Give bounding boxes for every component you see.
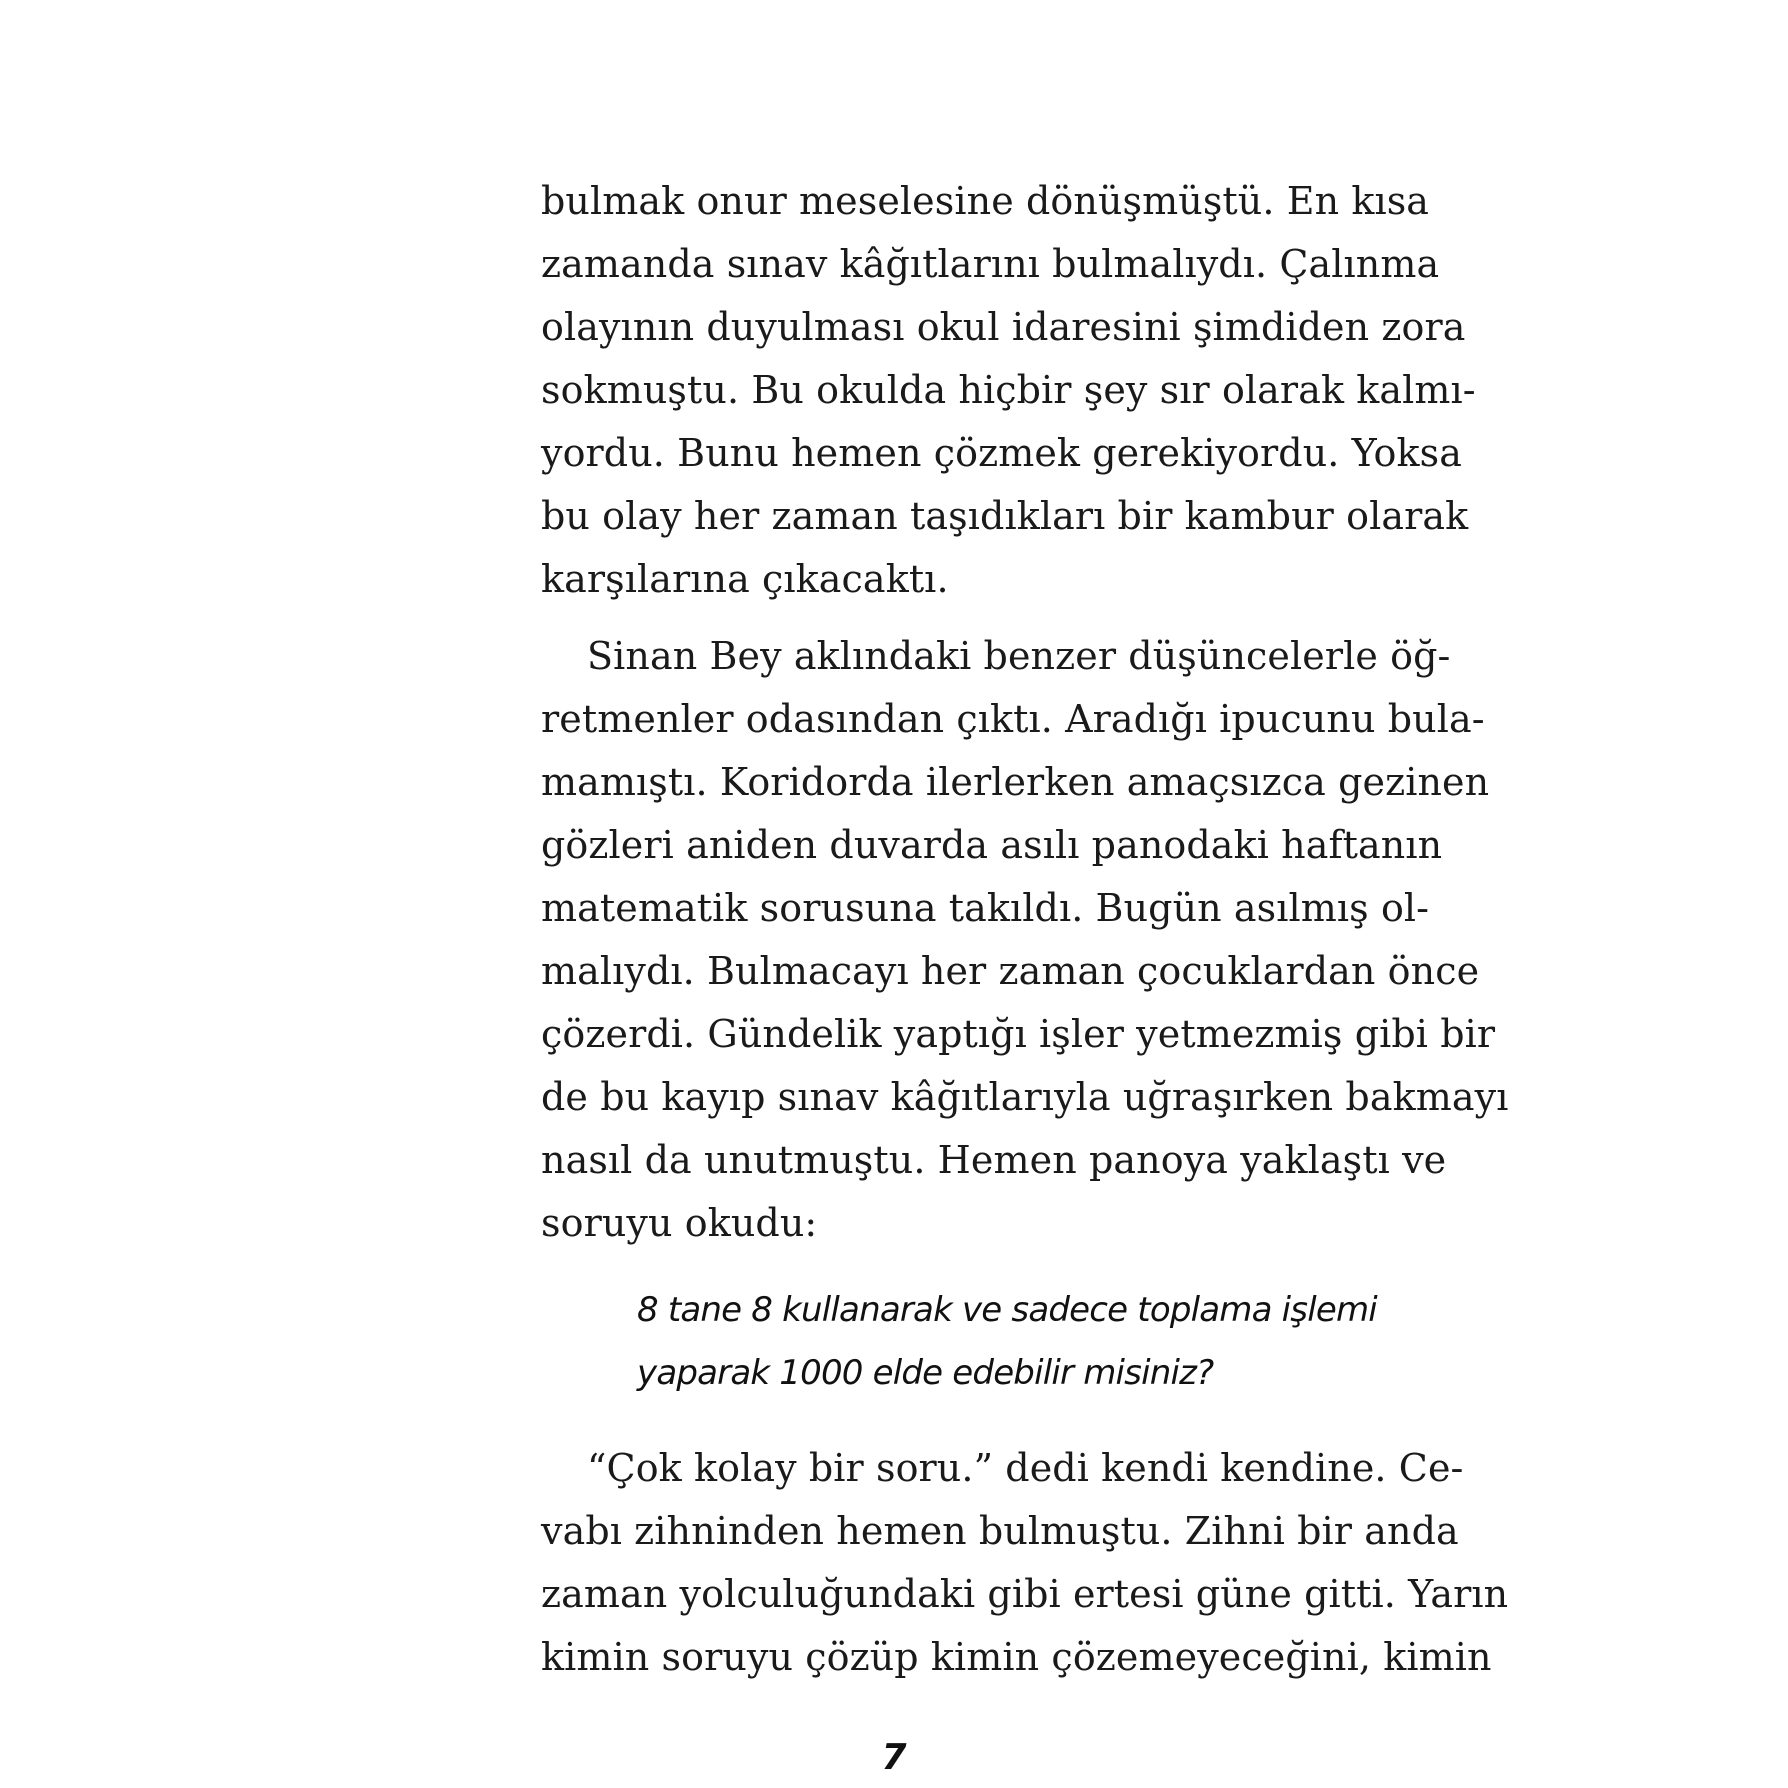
paragraph-2-line: malıydı. Bulmacayı her zaman çocuklardan önce xyxy=(541,949,1480,993)
paragraph-3-line: “Çok kolay bir soru.” dedi kendi kendine. Ce- xyxy=(587,1446,1464,1490)
paragraph-3-line: kimin soruyu çözüp kimin çözemeyeceğini, kimin xyxy=(541,1635,1492,1679)
paragraph-3-line: vabı zihninden hemen bulmuştu. Zihni bir anda xyxy=(541,1509,1459,1553)
paragraph-1-line: karşılarına çıkacaktı. xyxy=(541,557,949,601)
paragraph-1-line: zamanda sınav kâğıtlarını bulmalıydı. Çalınma xyxy=(541,242,1440,286)
page-number: 7 xyxy=(881,1737,907,1778)
paragraph-3-line: zaman yolculuğundaki gibi ertesi güne gitti. Yarın xyxy=(541,1572,1509,1616)
paragraph-1-line: bu olay her zaman taşıdıkları bir kambur olarak xyxy=(541,494,1469,538)
paragraph-1-line: yordu. Bunu hemen çözmek gerekiyordu. Yoksa xyxy=(541,431,1462,475)
paragraph-2-line: mamıştı. Koridorda ilerlerken amaçsızca gezinen xyxy=(541,760,1490,804)
paragraph-1-line: olayının duyulması okul idaresini şimdiden zora xyxy=(541,305,1466,349)
paragraph-2-line: nasıl da unutmuştu. Hemen panoya yaklaştı ve xyxy=(541,1138,1447,1182)
paragraph-2-line: matematik sorusuna takıldı. Bugün asılmış ol- xyxy=(541,886,1430,930)
paragraph-1-line: bulmak onur meselesine dönüşmüştü. En kısa xyxy=(541,179,1430,223)
paragraph-2-line: de bu kayıp sınav kâğıtlarıyla uğraşırken bakmayı xyxy=(541,1075,1509,1119)
math-question-line: 8 tane 8 kullanarak ve sadece toplama işlemi xyxy=(637,1290,1377,1330)
math-question-line: yaparak 1000 elde edebilir misiniz? xyxy=(637,1353,1214,1393)
paragraph-2-line: retmenler odasından çıktı. Aradığı ipucunu bula- xyxy=(541,697,1485,741)
paragraph-2-line: gözleri aniden duvarda asılı panodaki haftanın xyxy=(541,823,1443,867)
paragraph-1-line: sokmuştu. Bu okulda hiçbir şey sır olarak kalmı- xyxy=(541,368,1476,412)
paragraph-2-line: Sinan Bey aklındaki benzer düşüncelerle öğ- xyxy=(587,634,1451,678)
paragraph-2-line: soruyu okudu: xyxy=(541,1201,818,1245)
paragraph-2-line: çözerdi. Gündelik yaptığı işler yetmezmiş gibi bir xyxy=(541,1012,1496,1056)
